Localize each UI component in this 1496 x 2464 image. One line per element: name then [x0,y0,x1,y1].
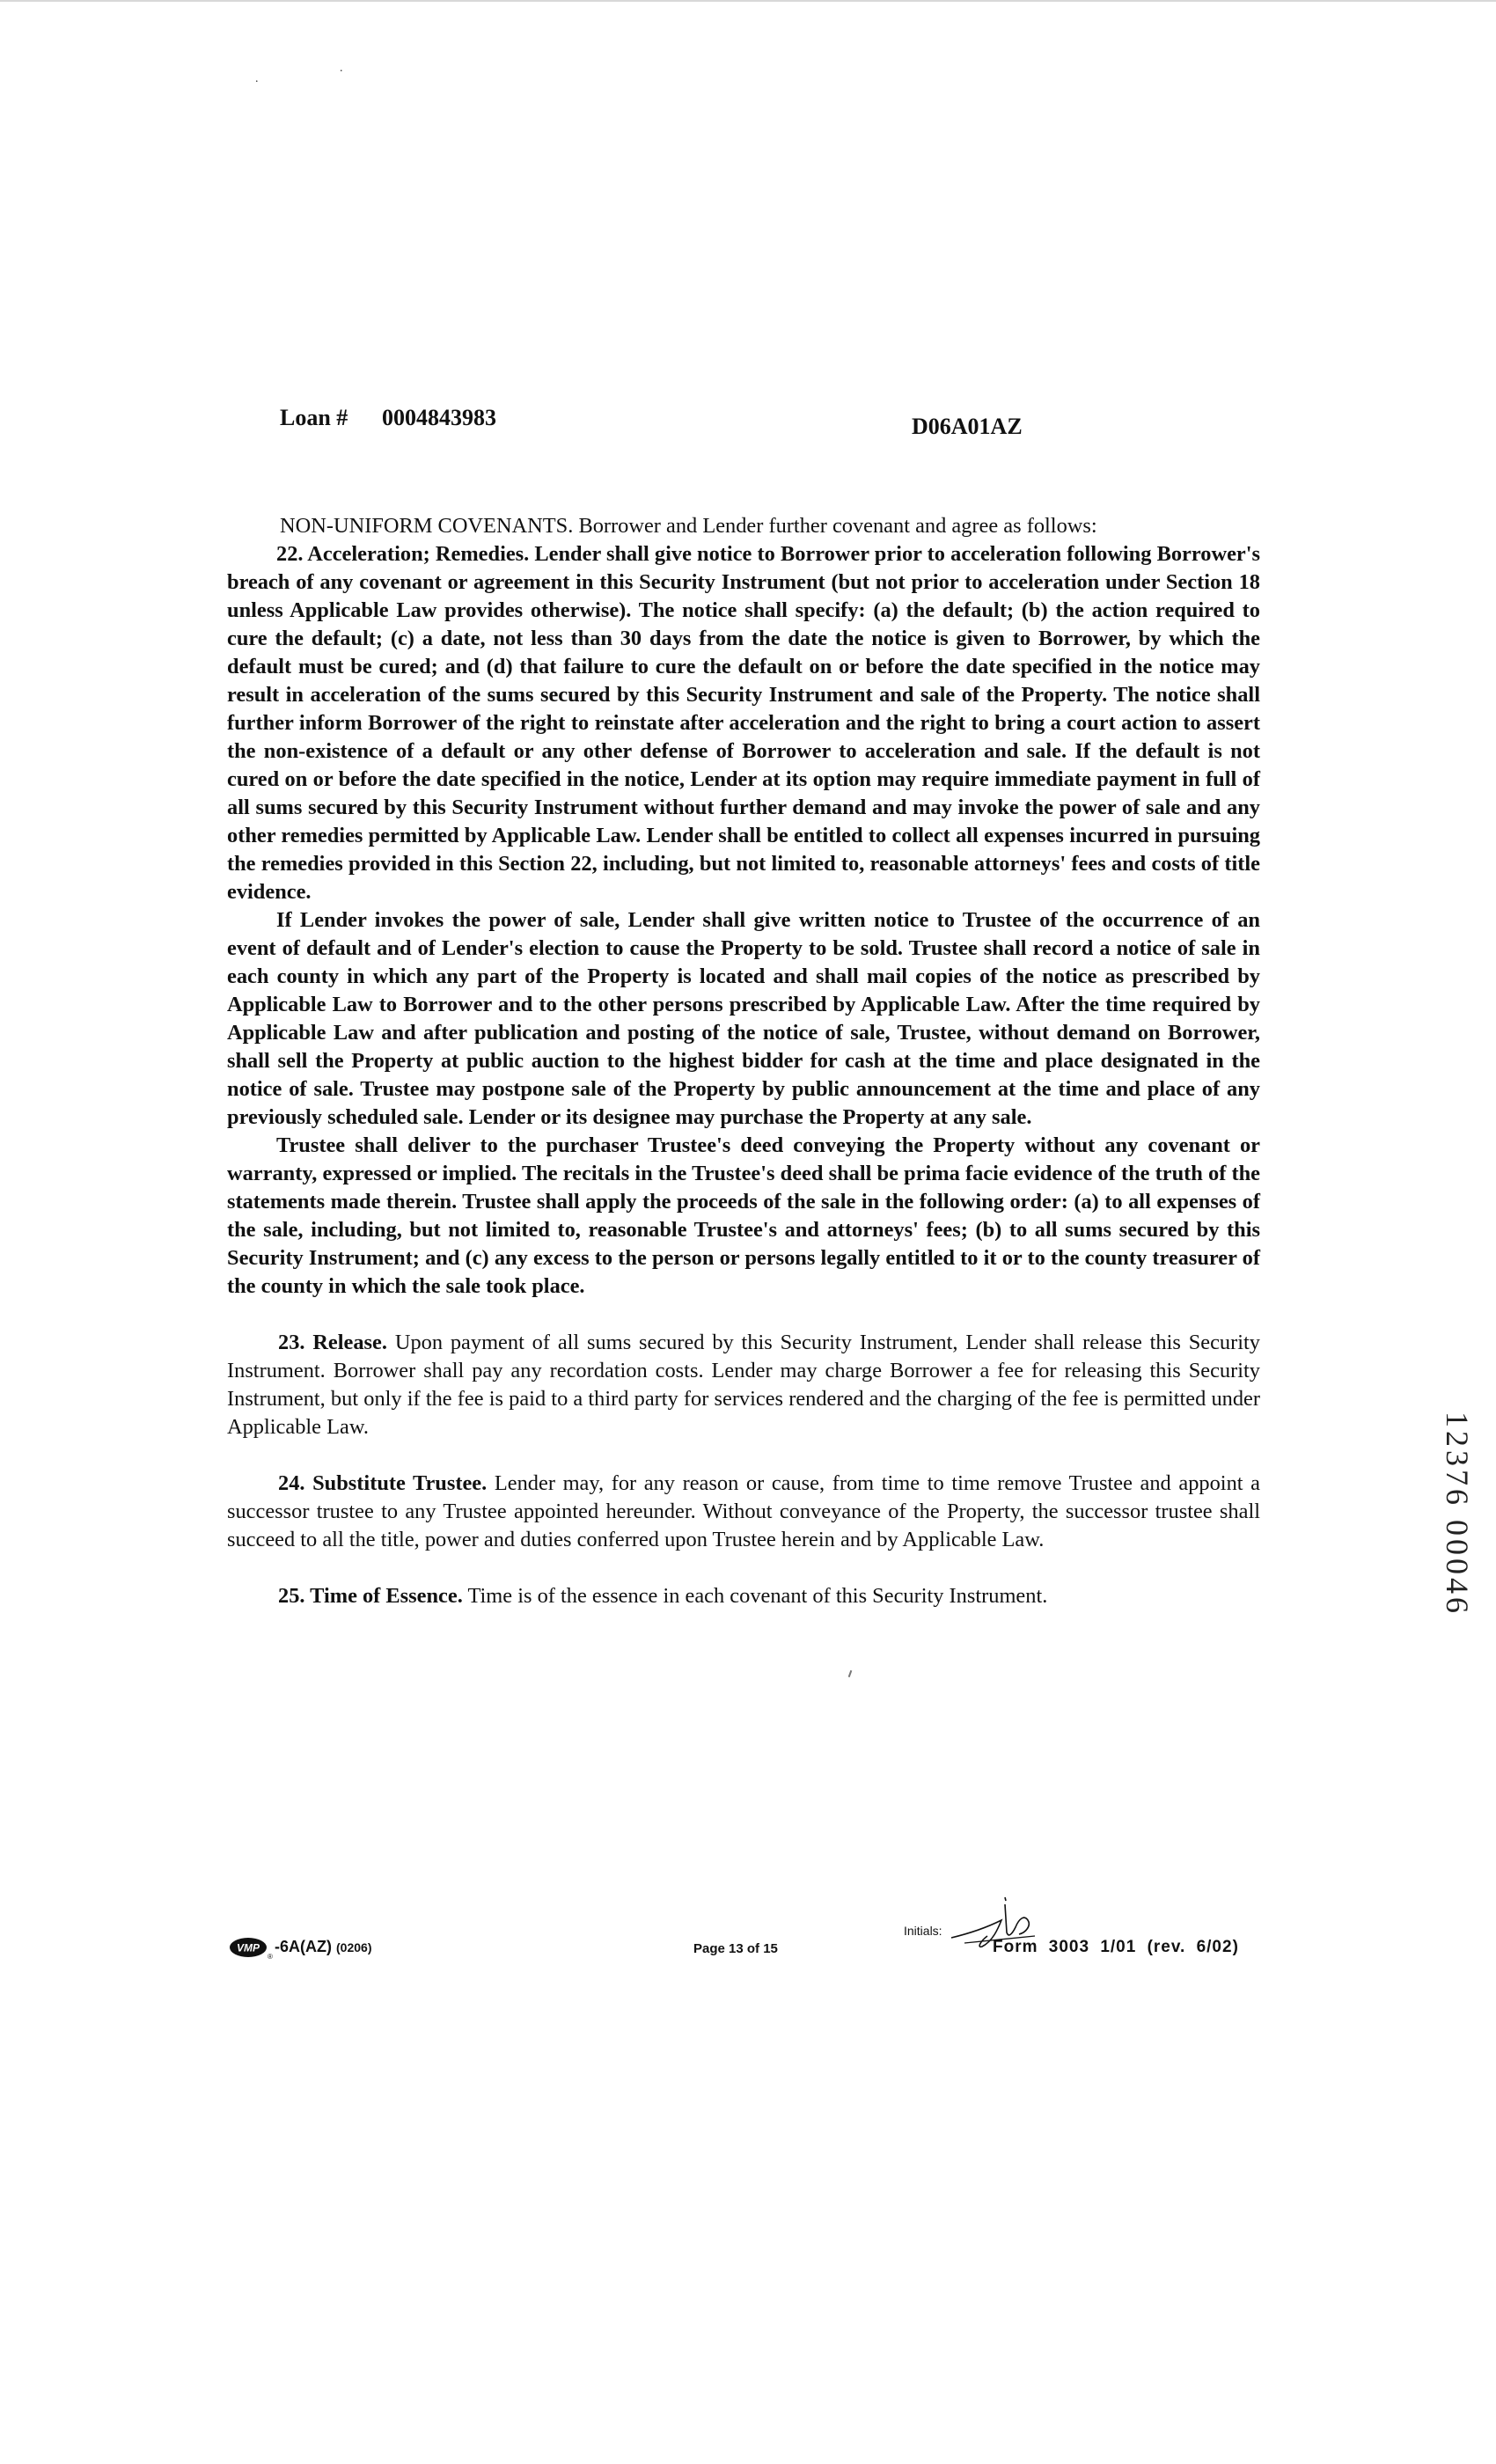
section-24 [227,1470,1260,1554]
side-stamp [1440,1412,1475,1658]
loan-label: Loan # [280,405,348,430]
initials-label: Initials: [904,1924,942,1938]
section-25-title: 25. Time of Essence. [278,1584,463,1608]
section-24-text: Lender may, for any reason or cause, from time to time remove Trustee and appoint a successor trustee to any Trustee appointed hereunder. Without conveyance of the Property, the successor trustee shall succeed to all the title, power and duties conferred upon Trustee herein and by Applicable Law. [227,1471,1260,1551]
page-footer [225,1892,1264,1980]
page-top-edge [0,0,1496,2]
form-number: Form 3003 1/01 (rev. 6/02) [993,1938,1239,1956]
section-25-text: Time is of the essence in each covenant of this Security Instrument. [467,1584,1048,1608]
side-stamp-number: 12376 00046 [1440,1412,1475,1617]
scan-mark [848,1670,853,1677]
svg-text:VMP: VMP [236,1941,260,1954]
section-25 [227,1582,1260,1610]
section-23-title: 23. Release. [278,1331,387,1354]
covenants-body [227,512,1260,1610]
section-22-paragraph-1: 22. Acceleration; Remedies. Lender shall give notice to Borrower prior to acceleration following Borrower's breach of any covenant or agreement in this Security Instrument (but not prior to acceleration under Section 18 unless Applicable Law provides otherwise). The notice shall specify: (a) the default; (b) the action required to cure the default; (c) a date, not less than 30 days from the date the notice is given to Borrower, by which the default must be cured; and (d) that failure to cure the default on or before the date specified in the notice may result in acceleration of the sums secured by this Security Instrument and sale of the Property. The notice shall further inform Borrower of the right to reinstate after acceleration and the right to bring a court action to assert the non-existence of a default or any other defense of Borrower to acceleration and sale. If the default is not cured on or before the date specified in the notice, Lender at its option may require immediate payment in full of all sums secured by this Security Instrument without further demand and may invoke the power of sale and any other remedies permitted by Applicable Law. Lender shall be entitled to collect all expenses incurred in pursuing the remedies provided in this Section 22, including, but not limited to, reasonable attorneys' fees and costs of title evidence. [227,542,1260,904]
section-22-paragraph-2: If Lender invokes the power of sale, Lender shall give written notice to Trustee of the occurrence of an event of default and of Lender's election to cause the Property to be sold. Trustee shall record a notice of sale in each county in which any part of the Property is located and shall mail copies of the notice as prescribed by Applicable Law to Borrower and to the other persons prescribed by Applicable Law. After the time required by Applicable Law and after publication and posting of the notice of sale, Trustee, without demand on Borrower, shall sell the Property at public auction to the highest bidder for cash at the time and place designated in the notice of sale. Trustee may postpone sale of the Property by public announcement at the time and place of any previously scheduled sale. Lender or its designee may purchase the Property at any sale. [227,908,1260,1129]
svg-text:®: ® [268,1953,273,1961]
form-code [275,1938,371,1956]
section-22-paragraph-3: Trustee shall deliver to the purchaser Trustee's deed conveying the Property without any covenant or warranty, expressed or implied. The recitals in the Trustee's deed shall be prima facie evidence of the truth of the statements made therein. Trustee shall apply the proceeds of the sale in the following order: (a) to all expenses of the sale, including, but not limited to, reasonable Trustee's and attorneys' fees; (b) to all sums secured by this Security Instrument; and (c) any excess to the person or persons legally entitled to it or to the county treasurer of the county in which the sale took place. [227,1133,1260,1298]
form-code-date: (0206) [336,1940,372,1954]
section-24-title: 24. Substitute Trustee. [278,1471,488,1495]
document-code: D06A01AZ [912,414,1023,439]
section-23 [227,1329,1260,1441]
loan-number: 0004843983 [382,405,496,430]
section-23-text: Upon payment of all sums secured by this Security Instrument, Lender shall release this Security Instrument. Borrower shall pay any recordation costs. Lender may charge Borrower a fee for releasing this Security Instrument, but only if the fee is paid to a third party for services rendered and the charging of the fee is permitted under Applicable Law. [227,1331,1260,1439]
document-header [280,405,1258,440]
vmp-logo-icon [229,1936,273,1961]
covenants-intro: NON-UNIFORM COVENANTS. Borrower and Lender further covenant and agree as follows: [280,514,1097,538]
form-code-id: -6A(AZ) [275,1938,332,1955]
page-number: Page 13 of 15 [693,1941,778,1956]
